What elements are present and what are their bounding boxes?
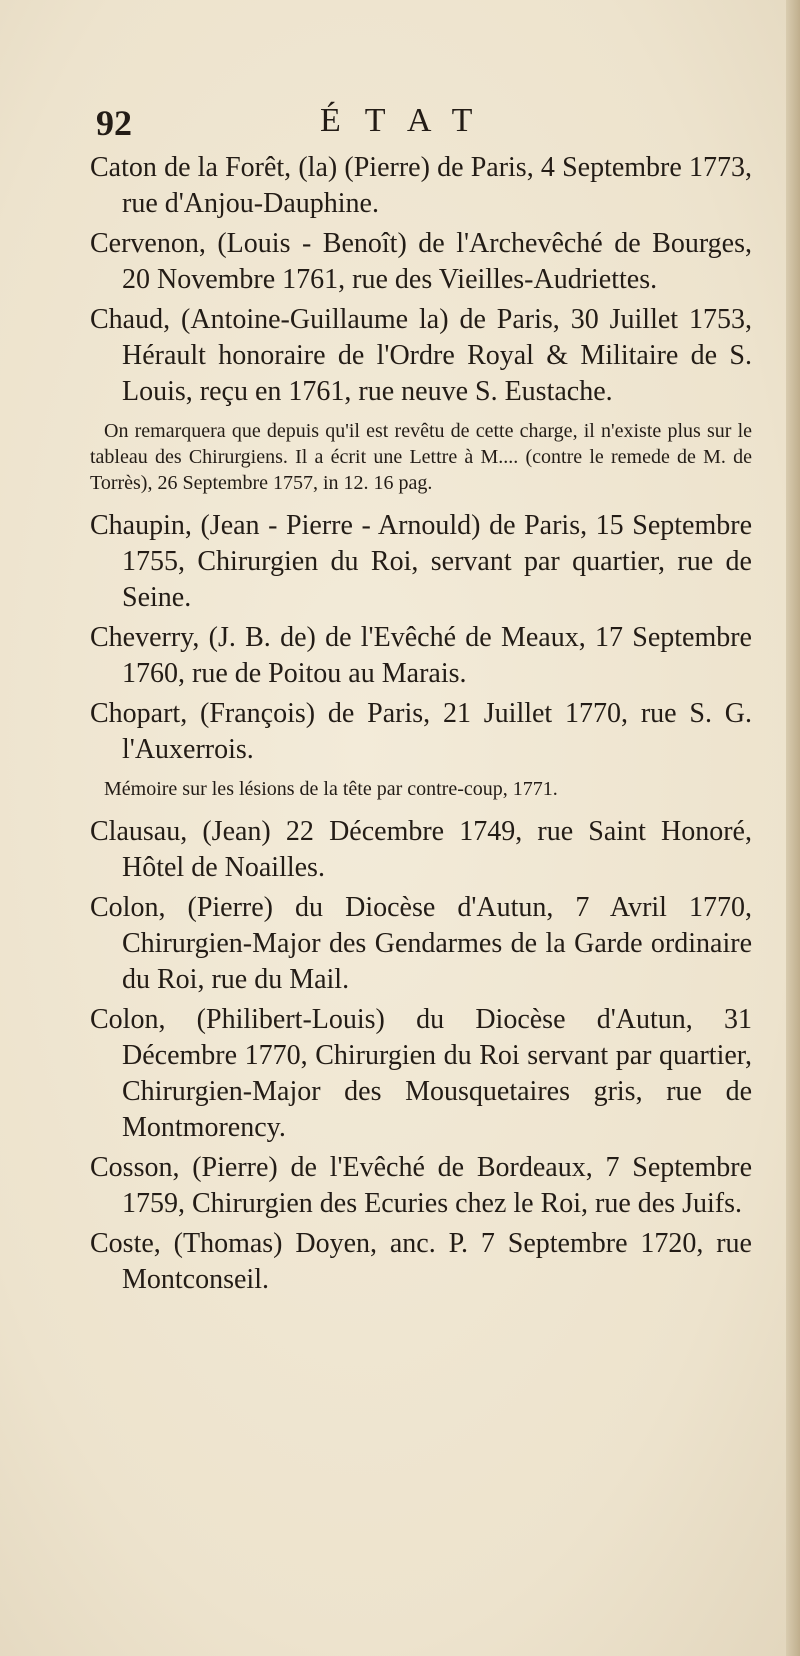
directory-text bbox=[90, 150, 752, 1302]
entry-colon-pierre: Colon, (Pierre) du Diocèse d'Autun, 7 Avril 1770, Chirurgien-Major des Gendarmes de la Garde ordinaire du Roi, rue du Mail. bbox=[90, 892, 752, 995]
entry-caton: Caton de la Forêt, (la) (Pierre) de Paris, 4 Septembre 1773, rue d'Anjou-Dauphine. bbox=[90, 152, 752, 219]
note-chopart: Mémoire sur les lésions de la tête par contre-coup, 1771. bbox=[104, 778, 558, 800]
entry-clausau: Clausau, (Jean) 22 Décembre 1749, rue Saint Honoré, Hôtel de Noailles. bbox=[90, 816, 752, 883]
entry-chaud: Chaud, (Antoine-Guillaume la) de Paris, 30 Juillet 1753, Hérault honoraire de l'Ordre Royal & Militaire de S. Louis, reçu en 1761, rue neuve S. Eustache. bbox=[90, 304, 752, 407]
page-header bbox=[92, 102, 732, 152]
note-chaud: On remarquera que depuis qu'il est revêtu de cette charge, il n'existe plus sur le tableau des Chirurgiens. Il a écrit une Lettre à M.... (contre le remede de M. de Torrès), 26 Septembre 1757, in 12. 16 pag. bbox=[90, 420, 752, 494]
entry-chaupin: Chaupin, (Jean - Pierre - Arnould) de Paris, 15 Septembre 1755, Chirurgien du Roi, servant par quartier, rue de Seine. bbox=[90, 510, 752, 613]
entry-chopart: Chopart, (François) de Paris, 21 Juillet 1770, rue S. G. l'Auxerrois. bbox=[90, 698, 752, 765]
page-edge bbox=[786, 0, 800, 1656]
page-number: 92 bbox=[96, 103, 132, 143]
entry-cheverry: Cheverry, (J. B. de) de l'Evêché de Meaux, 17 Septembre 1760, rue de Poitou au Marais. bbox=[90, 622, 752, 689]
entry-colon-philibert: Colon, (Philibert-Louis) du Diocèse d'Autun, 31 Décembre 1770, Chirurgien du Roi servant par quartier, Chirurgien-Major des Mousquetaires gris, rue de Montmorency. bbox=[90, 1004, 752, 1143]
entry-coste: Coste, (Thomas) Doyen, anc. P. 7 Septembre 1720, rue Montconseil. bbox=[90, 1228, 752, 1295]
entry-cervenon: Cervenon, (Louis - Benoît) de l'Archevêché de Bourges, 20 Novembre 1761, rue des Vieilles-Audriettes. bbox=[90, 228, 752, 295]
entry-cosson: Cosson, (Pierre) de l'Evêché de Bordeaux, 7 Septembre 1759, Chirurgien des Ecuries chez le Roi, rue des Juifs. bbox=[90, 1152, 752, 1219]
running-title: ÉTAT bbox=[320, 102, 497, 139]
